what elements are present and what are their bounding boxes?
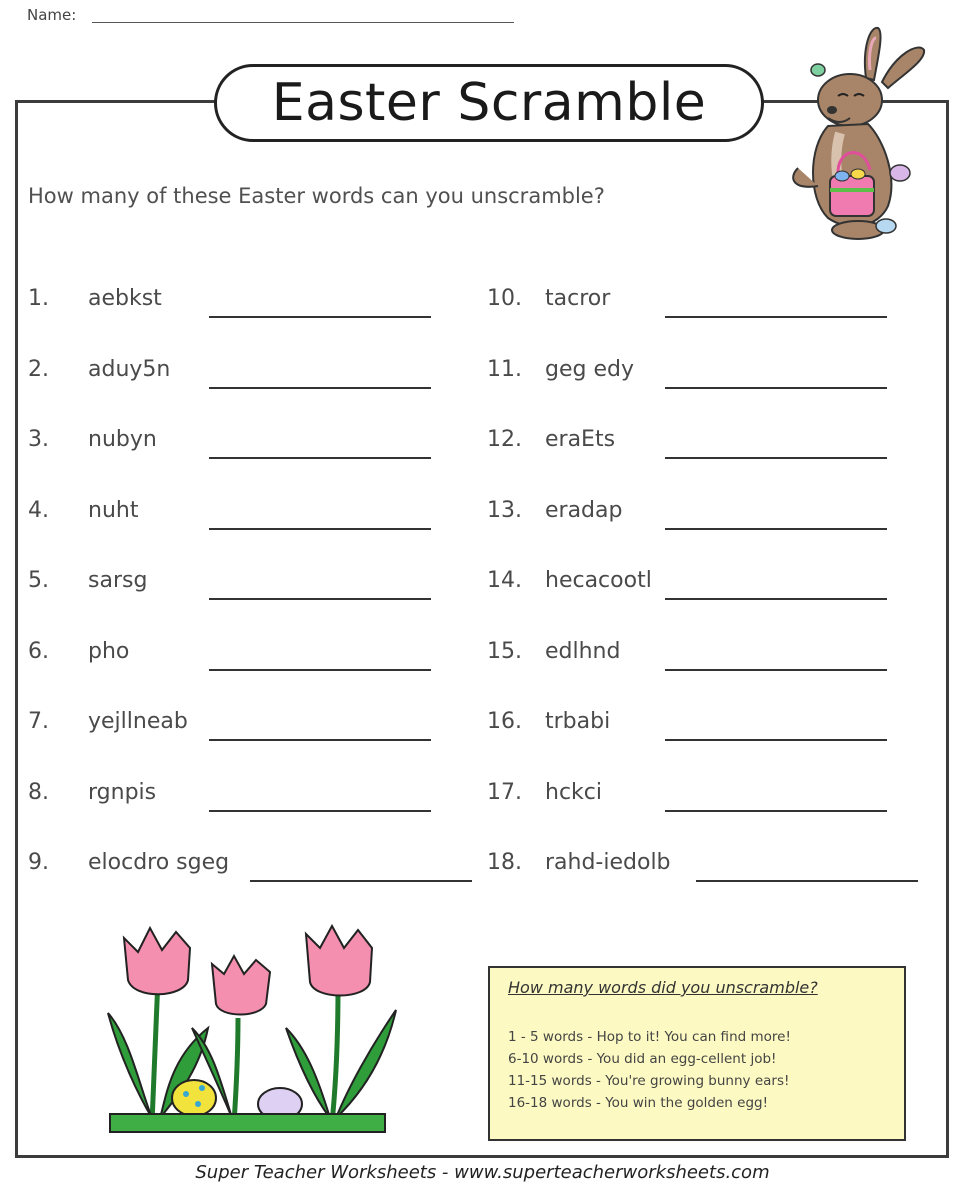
score-line: 1 - 5 words - Hop to it! You can find more! <box>508 1029 791 1045</box>
score-line: 11-15 words - You're growing bunny ears! <box>508 1073 790 1089</box>
item-number: 10. <box>487 286 522 311</box>
answer-line[interactable] <box>209 739 431 741</box>
item-number: 14. <box>487 568 522 593</box>
score-box <box>488 966 906 1141</box>
scramble-item <box>487 568 927 608</box>
scrambled-word: yejllneab <box>88 709 188 734</box>
page-title: Easter Scramble <box>271 73 707 133</box>
item-number: 12. <box>487 427 522 452</box>
bunny-with-basket-icon <box>778 18 928 243</box>
scramble-item <box>487 427 927 467</box>
score-line: 6-10 words - You did an egg-cellent job! <box>508 1051 777 1067</box>
scramble-item <box>487 780 927 820</box>
answer-line[interactable] <box>665 739 887 741</box>
item-number: 17. <box>487 779 522 805</box>
answer-line[interactable] <box>665 387 887 389</box>
scrambled-word: trbabi <box>545 709 611 734</box>
scrambled-word: elocdro sgeg <box>88 850 230 875</box>
scrambled-word: eradap <box>545 497 623 523</box>
answer-line[interactable] <box>209 316 431 318</box>
answer-line[interactable] <box>665 669 887 671</box>
footer-credit: Super Teacher Worksheets - www.superteacherworksheets.com <box>195 1162 770 1183</box>
item-number: 8. <box>28 779 49 805</box>
answer-line[interactable] <box>209 810 431 812</box>
name-field[interactable] <box>92 22 514 23</box>
answer-line[interactable] <box>665 598 887 600</box>
score-box-lines <box>508 1026 791 1114</box>
answer-line[interactable] <box>665 528 887 530</box>
answer-line[interactable] <box>665 810 887 812</box>
scrambled-word: rgnpis <box>88 779 157 805</box>
item-number: 11. <box>487 356 522 382</box>
answer-line[interactable] <box>209 457 431 459</box>
scrambled-word: aebkst <box>88 286 162 311</box>
scramble-item <box>487 286 927 326</box>
scrambled-word: geg edy <box>545 356 634 382</box>
scrambled-word: edlhnd <box>545 638 621 664</box>
score-box-title: How many words did you unscramble? <box>508 978 818 997</box>
scramble-item <box>28 850 468 890</box>
answer-line[interactable] <box>665 316 887 318</box>
item-number: 6. <box>28 638 49 664</box>
scramble-item <box>28 357 468 397</box>
scrambled-word: rahd-iedolb <box>545 850 671 875</box>
answer-line[interactable] <box>209 598 431 600</box>
answer-line[interactable] <box>209 387 431 389</box>
scrambled-word: hecacootl <box>545 568 652 593</box>
scrambled-word: nubyn <box>88 427 157 452</box>
scramble-item <box>28 427 468 467</box>
item-number: 3. <box>28 427 49 452</box>
scrambled-word: tacror <box>545 286 611 311</box>
answer-line[interactable] <box>250 880 472 882</box>
scramble-item <box>28 568 468 608</box>
scrambled-word: pho <box>88 638 130 664</box>
scramble-item <box>28 498 468 538</box>
item-number: 13. <box>487 497 522 523</box>
scramble-item <box>487 709 927 749</box>
answer-line[interactable] <box>209 669 431 671</box>
scramble-item <box>28 709 468 749</box>
scrambled-word: nuht <box>88 497 139 523</box>
scramble-item <box>28 780 468 820</box>
scrambled-word: sarsg <box>88 568 148 593</box>
tulips-icon <box>100 918 405 1140</box>
item-number: 16. <box>487 709 522 734</box>
scramble-item <box>28 286 468 326</box>
title-banner <box>214 64 764 142</box>
scramble-item <box>487 639 927 679</box>
item-number: 2. <box>28 356 49 382</box>
scrambled-word: aduy5n <box>88 356 171 382</box>
item-number: 9. <box>28 850 49 875</box>
answer-line[interactable] <box>696 880 918 882</box>
answer-line[interactable] <box>209 528 431 530</box>
item-number: 4. <box>28 497 49 523</box>
scrambled-word: eraEts <box>545 427 616 452</box>
item-number: 7. <box>28 709 49 734</box>
scramble-item <box>487 498 927 538</box>
instructions-text: How many of these Easter words can you unscramble? <box>28 184 605 208</box>
scrambled-word: hckci <box>545 779 602 805</box>
item-number: 18. <box>487 850 522 875</box>
item-number: 1. <box>28 286 49 311</box>
scramble-item <box>487 357 927 397</box>
scramble-item <box>487 850 927 890</box>
name-label: Name: <box>27 6 77 24</box>
item-number: 5. <box>28 568 49 593</box>
score-line: 16-18 words - You win the golden egg! <box>508 1095 768 1111</box>
answer-line[interactable] <box>665 457 887 459</box>
item-number: 15. <box>487 638 522 664</box>
scramble-item <box>28 639 468 679</box>
